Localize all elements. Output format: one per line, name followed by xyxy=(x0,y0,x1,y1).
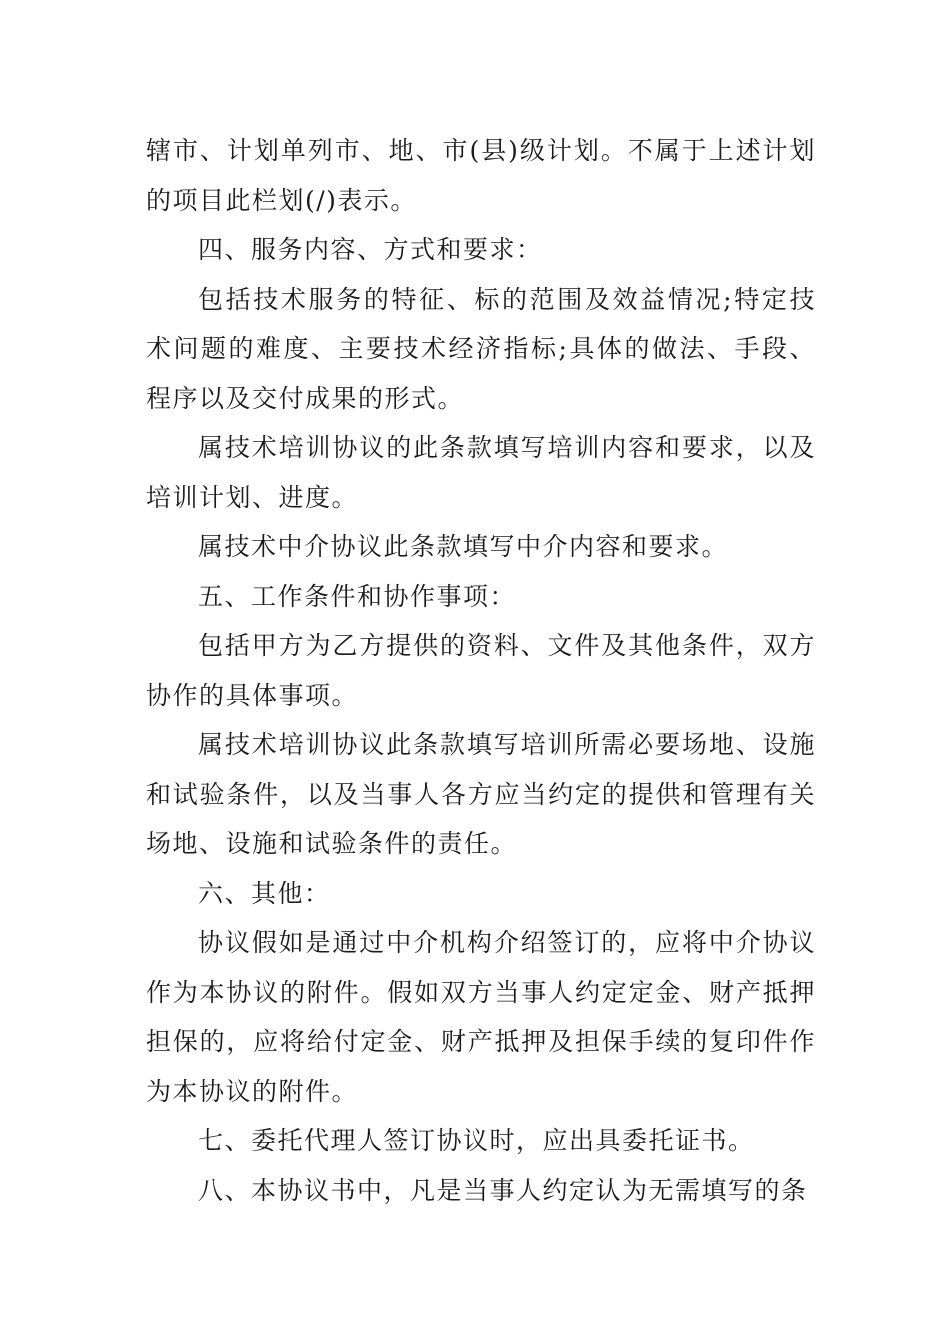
paragraph-10: 协议假如是通过中介机构介绍签订的，应将中介协议作为本协议的附件。假如双方当事人约定定金、财产抵押担保的，应将给付定金、财产抵押及担保手续的复印件作为本协议的附件。 xyxy=(146,928,816,1106)
paragraph-4: 属技术培训协议的此条款填写培训内容和要求，以及培训计划、进度。 xyxy=(146,433,816,512)
paragraph-1: 辖市、计划单列市、地、市(县)级计划。不属于上述计划的项目此栏划(/)表示。 xyxy=(146,136,816,215)
paragraph-5: 属技术中介协议此条款填写中介内容和要求。 xyxy=(198,532,729,561)
document-body xyxy=(146,126,816,1215)
paragraph-6: 五、工作条件和协作事项： xyxy=(198,581,517,611)
paragraph-9: 六、其他： xyxy=(198,878,331,908)
paragraph-8: 属技术培训协议此条款填写培训所需必要场地、设施和试验条件，以及当事人各方应当约定的提供和管理有关场地、设施和试验条件的责任。 xyxy=(146,730,816,858)
paragraph-3: 包括技术服务的特征、标的范围及效益情况;特定技术问题的难度、主要技术经济指标;具体的做法、手段、程序以及交付成果的形式。 xyxy=(146,284,816,413)
paragraph-12: 八、本协议书中，凡是当事人约定认为无需填写的条 xyxy=(198,1175,808,1205)
paragraph-2: 四、服务内容、方式和要求： xyxy=(198,235,543,264)
paragraph-7: 包括甲方为乙方提供的资料、文件及其他条件，双方协作的具体事项。 xyxy=(146,631,816,710)
paragraph-11: 七、委托代理人签订协议时，应出具委托证书。 xyxy=(198,1126,755,1155)
